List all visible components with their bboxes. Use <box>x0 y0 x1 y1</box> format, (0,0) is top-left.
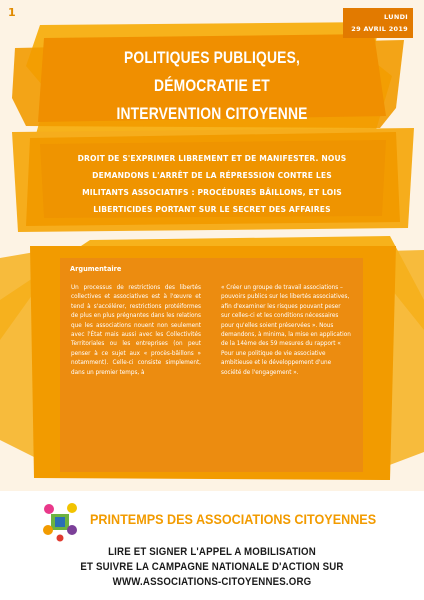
cta-line: LIRE ET SIGNER L'APPEL A MOBILISATION <box>108 546 316 558</box>
page-title <box>76 44 348 128</box>
call-to-action <box>0 545 424 590</box>
subtitle-line: DROIT DE S'EXPRIMER LIBREMENT ET DE MANIFESTER. NOUS <box>77 154 347 163</box>
demand-subtitle <box>44 150 380 218</box>
argument-heading: Argumentaire <box>70 265 122 273</box>
subtitle-line: MILITANTS ASSOCIATIFS : PROCÉDURES BÂILLONS, ET LOIS <box>82 188 342 197</box>
title-line: POLITIQUES PUBLIQUES, DÉMOCRATIE ET <box>123 49 301 95</box>
date-badge <box>343 8 413 38</box>
cta-line: ET SUIVRE LA CAMPAGNE NATIONALE D'ACTION SUR <box>80 561 344 573</box>
date-full: 29 AVRIL 2019 <box>351 25 408 33</box>
subtitle-line: LIBERTICIDES PORTANT SUR LE SECRET DES AFFAIRES <box>93 205 331 214</box>
date-day: LUNDI <box>384 13 408 21</box>
subtitle-line: DEMANDONS L'ARRÊT DE LA RÉPRESSION CONTRE LES <box>92 171 332 180</box>
campaign-name: PRINTEMPS DES ASSOCIATIONS CITOYENNES <box>90 511 377 527</box>
associations-citoyennes-logo <box>39 500 81 542</box>
cta-link[interactable]: WWW.ASSOCIATIONS-CITOYENNES.ORG <box>112 576 312 588</box>
page-number: 1 <box>8 6 16 19</box>
argument-column-right: « Créer un groupe de travail associations – pouvoirs publics sur les libertés associatives, afin d'examiner les risques pouvant peser sur celles-ci et les conditions nécessaires pour qu'elles soient préservées ». Nous demandons, à minima, la mise en application de la 14ème des 59 mesures du rapport « Pour une politique de vie associative ambitieuse et le développement d'une société de l'engagement ». <box>221 285 351 376</box>
argument-column-left: Un processus de restrictions des libertés collectives et associatives est à l'œuvre et tend à s'accélérer, restrictions protéiformes de plus en plus prégnantes dans les relations que les associations nouent non seulement avec l'État mais aussi avec les Collectivités Territoriales ou les entreprises (on peut penser à ce sujet aux « procès-bâillons » notamment). Celle-ci consiste simplement, dans un premier temps, à <box>71 285 201 376</box>
title-line: INTERVENTION CITOYENNE <box>116 105 308 123</box>
